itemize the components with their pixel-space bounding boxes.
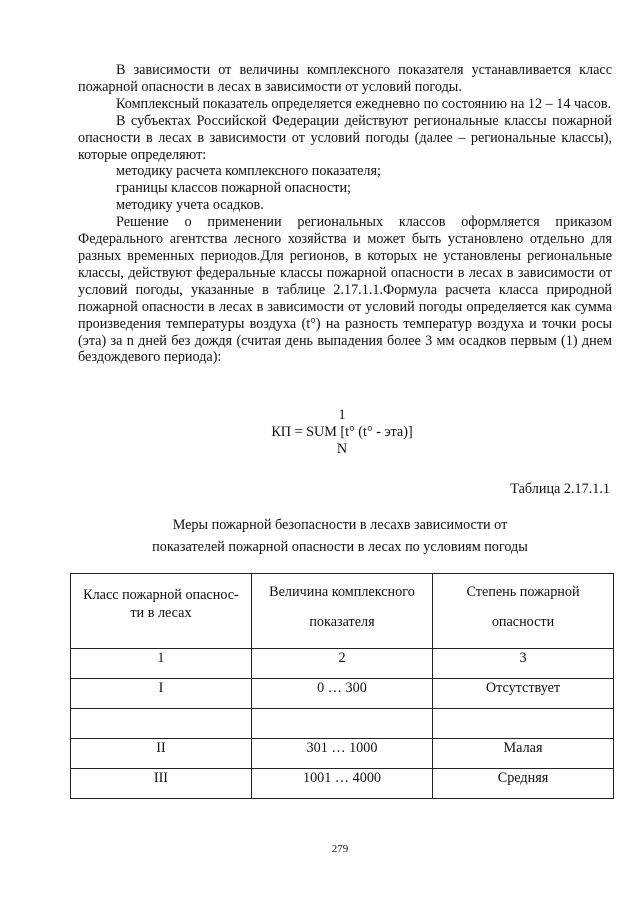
table-cell: II (71, 739, 252, 769)
table-cell (251, 709, 432, 739)
header-degree-cell (433, 574, 614, 649)
table-numbering-row (71, 649, 614, 679)
table-cell: Отсутствует (433, 679, 614, 709)
paragraph-final: Решение о применении региональных классов оформляется приказом Федерального агентства лесного хозяйства и может быть установлено отдельно для разных временных периодов.Для регионов, в которых не установлены региональные классы, действуют федеральные классы пожарной опасности в лесах в зависимости от условий погоды, указанные в таблице 2.17.1.1.Формула расчета класса природной пожарной опасности в лесах в зависимости от условий погоды определяется как сумма произведения температуры воздуха (t°) на разность температур воздуха и точки росы (эта) за n дней без дождя (считая день выпадения более 3 мм осадков первым (1) днем бездождевого периода): (78, 214, 612, 366)
paragraph-2: Комплексный показатель определяется ежедневно по состоянию на 12 – 14 часов. (116, 95, 612, 112)
table-row-empty (71, 709, 614, 739)
header-index-line-2: показателя (309, 614, 375, 630)
table-cell: I (71, 679, 252, 709)
table-row (71, 769, 614, 799)
table-cell (433, 709, 614, 739)
list-item-method: методику расчета комплексного показателя; (116, 163, 381, 180)
body-text (78, 62, 612, 366)
table-cell: 3 (433, 649, 614, 679)
list-item-precipitation: методику учета осадков. (116, 197, 264, 214)
table-header-row (71, 574, 614, 649)
table-cell: 2 (251, 649, 432, 679)
formula-numerator: 1 (338, 407, 346, 423)
table-title-line-2: показателей пожарной опасности в лесах по условиям погоды (152, 539, 528, 555)
header-class-line-2: ти в лесах (130, 605, 192, 621)
table-cell: 301 … 1000 (251, 739, 432, 769)
header-index-line-1: Величина комплексного (269, 584, 415, 600)
table-number: Таблица 2.17.1.1 (510, 481, 610, 497)
formula-denominator: N (336, 441, 348, 457)
table-cell: III (71, 769, 252, 799)
list-item-boundaries: границы классов пожарной опасности; (116, 180, 351, 197)
table-row (71, 739, 614, 769)
header-degree-line-2: опасности (491, 614, 555, 630)
table-cell: Средняя (433, 769, 614, 799)
paragraph-3: В субъектах Российской Федерации действуют региональные классы пожарной опасности в лесах в зависимости от условий погоды (далее – региональные классы), которые определяют: (78, 112, 612, 163)
table-cell: 0 … 300 (251, 679, 432, 709)
paragraph-1: В зависимости от величины комплексного показателя устанавливается класс пожарной опасности в лесах в зависимости от условий погоды. (78, 62, 612, 95)
table-cell: 1 (71, 649, 252, 679)
table-cell: Малая (433, 739, 614, 769)
page-number: 279 (331, 843, 349, 855)
header-class-line-1: Класс пожарной опаснос- (83, 587, 239, 603)
header-degree-line-1: Степень пожарной (466, 584, 580, 600)
header-index-cell (251, 574, 432, 649)
table-title-line-1: Меры пожарной безопасности в лесахв зависимости от (172, 517, 508, 533)
table-cell (71, 709, 252, 739)
table-row (71, 679, 614, 709)
table-cell: 1001 … 4000 (251, 769, 432, 799)
fire-danger-table (70, 573, 614, 799)
formula-main: КП = SUM [t° (t° - эта)] (271, 424, 413, 440)
header-class-cell (71, 574, 252, 649)
